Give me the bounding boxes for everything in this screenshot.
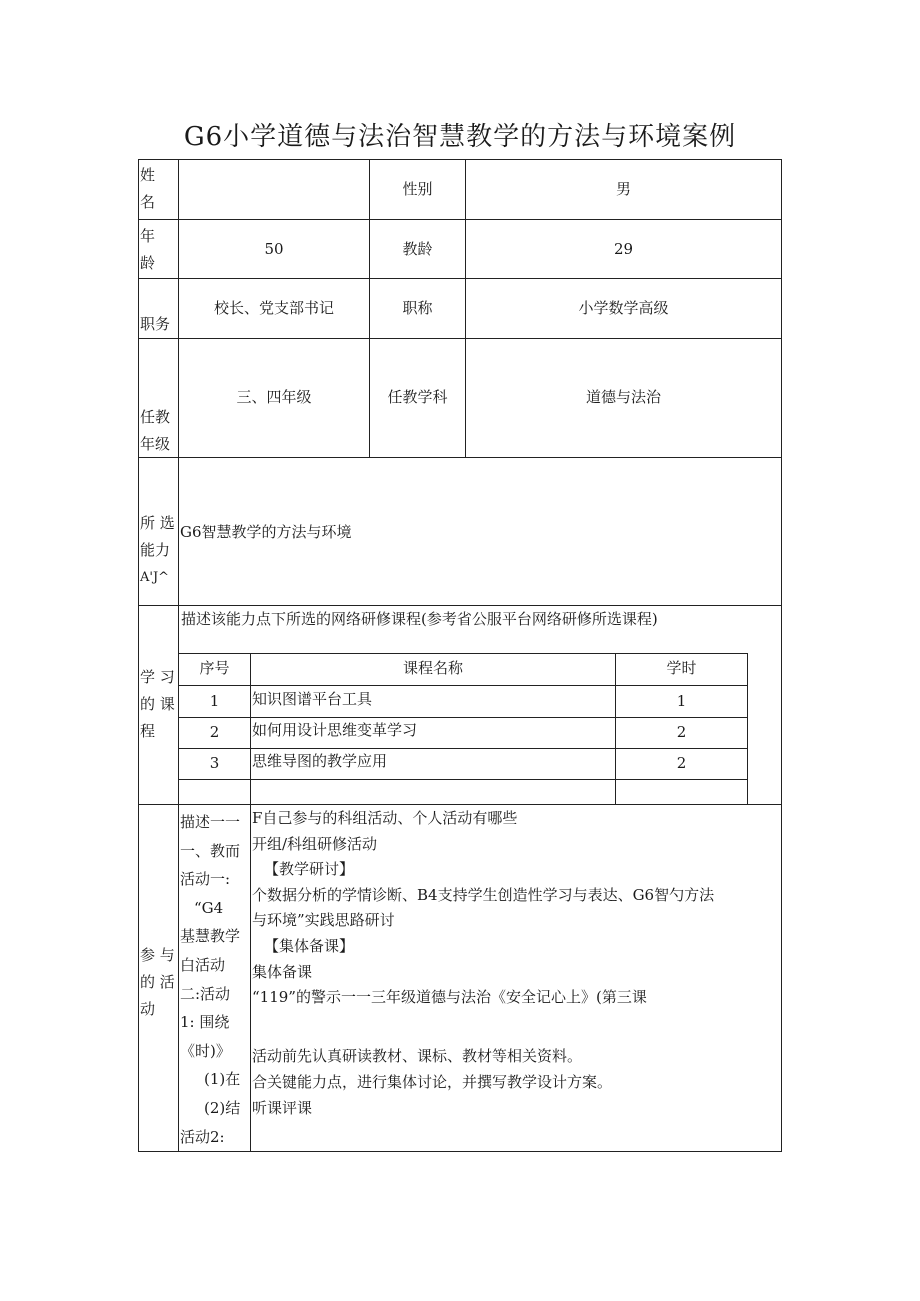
professional-title-value: 小学数学高级 — [578, 299, 669, 317]
ability-label: 所 选 能力 A'J^ — [140, 514, 175, 585]
position-label: 职务 — [140, 315, 171, 333]
activities-right-column: F自己参与的科组活动、个人活动有哪些 开组/科组研修活动 【教学研讨】 个数据分析的学情诊断、B4支持学生创造性学习与表达、G6智勺方法 与环境”实践思路研讨 【集体备课】 集体备课 “119”的警示一一三年级道德与法治《安全记心上》(第三课 活动前先认真研读教材、课标、教材等相关资料。 合关键能力点，进行集体讨论，并撰写教学设计方案。 听课评课 — [252, 809, 715, 1117]
course-no: 2 — [209, 723, 220, 741]
course-header-name: 课程名称 — [402, 659, 463, 677]
course-header-no: 序号 — [199, 659, 230, 677]
course-hours: 2 — [676, 723, 687, 741]
course-header-hours: 学时 — [666, 659, 697, 677]
age-label: 年 龄 — [140, 227, 156, 272]
ability-value: G6智慧教学的方法与环境 — [180, 523, 352, 541]
course-hours: 1 — [676, 692, 687, 710]
gender-label: 性别 — [402, 180, 433, 198]
course-name: 知识图谱平台工具 — [252, 690, 373, 708]
courses-label: 学 习 的 课 程 — [140, 668, 175, 740]
page-title: G6小学道德与法治智慧教学的方法与环境案例 — [183, 122, 737, 152]
activities-label: 参 与 的 活 动 — [140, 946, 175, 1018]
courses-description: 描述该能力点下所选的网络研修课程(参考省公服平台网络研修所选课程) — [181, 610, 658, 628]
position-value: 校长、党支部书记 — [213, 299, 334, 317]
subject-value: 道德与法治 — [585, 388, 661, 406]
age-value: 50 — [264, 240, 284, 258]
subject-label: 任教学科 — [387, 388, 448, 406]
professional-title-label: 职称 — [402, 299, 433, 317]
name-label: 姓 名 — [140, 166, 156, 211]
grade-label: 任教 年级 — [140, 408, 171, 453]
course-no: 3 — [209, 754, 220, 772]
course-name: 如何用设计思维变革学习 — [252, 721, 418, 739]
grade-value: 三、四年级 — [236, 388, 312, 406]
teaching-years-label: 教龄 — [402, 240, 433, 258]
course-hours: 2 — [676, 754, 687, 772]
activities-left-column: 描述一一 一、教而 活动一: “G4 基慧教学 白活动 二:活动 1: 围绕 《时)》 (1)在 (2)结 活动2: — [180, 813, 241, 1146]
teaching-years-value: 29 — [613, 240, 634, 258]
gender-value: 男 — [615, 180, 631, 198]
course-name: 思维导图的教学应用 — [252, 752, 388, 770]
course-no: 1 — [209, 692, 220, 710]
